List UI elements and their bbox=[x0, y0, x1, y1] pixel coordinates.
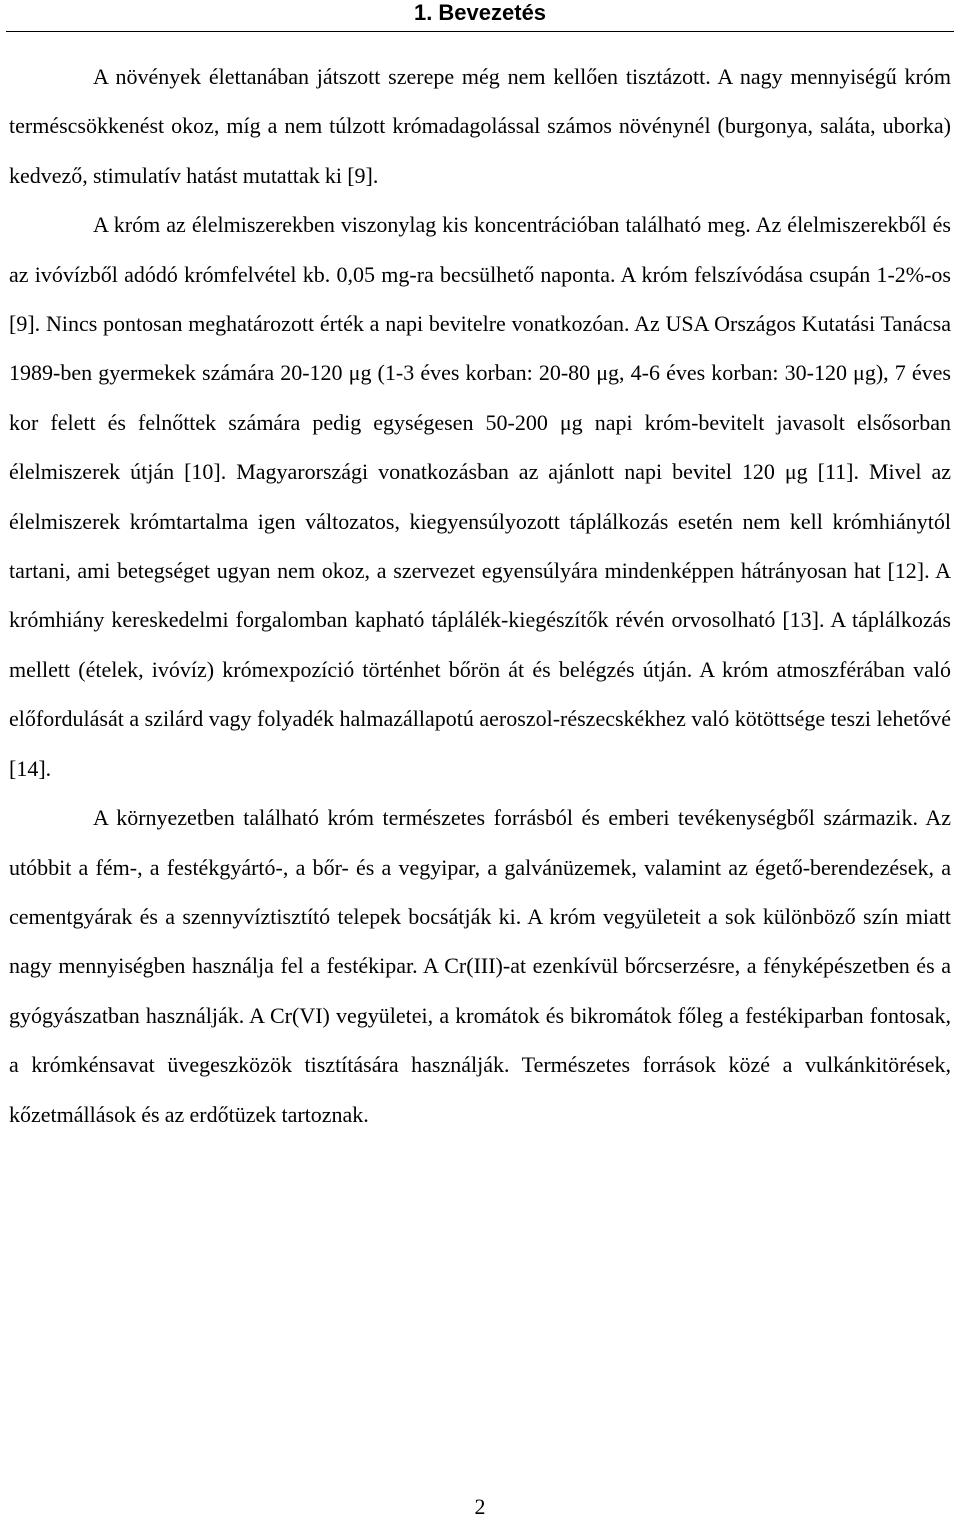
page-number: 2 bbox=[474, 1494, 486, 1519]
document-body bbox=[9, 52, 951, 1139]
section-heading: 1. Bevezetés bbox=[413, 0, 547, 25]
paragraph-plant-physiology: A növények élettanában játszott szerepe még nem kellően tisztázott. A nagy mennyiségű króm terméscsökkenést okoz, míg a nem túlzott krómadagolással számos növénynél (burgonya, saláta, uborka) kedvező, stimulatív hatást mutattak ki [9]. bbox=[9, 64, 951, 188]
paragraph-food-chromium: A króm az élelmiszerekben viszonylag kis koncentrációban található meg. Az élelmiszerekből és az ivóvízből adódó krómfelvétel kb. 0,05 mg-ra becsülhető naponta. A króm felszívódása csupán 1-2%-os [9]. Nincs pontosan meghatározott érték a napi bevitelre vonatkozóan. Az USA Országos Kutatási Tanácsa 1989-ben gyermekek számára 20-120 μg (1-3 éves korban: 20-80 μg, 4-6 éves korban: 30-120 μg), 7 éves kor felett és felnőttek számára pedig egységesen 50-200 μg napi króm-bevitelt javasolt elsősorban élelmiszerek útján [10]. Magyarországi vonatkozásban az ajánlott napi bevitel 120 μg [11]. Mivel az élelmiszerek krómtartalma igen változatos, kiegyensúlyozott táplálkozás esetén nem kell krómhiánytól tartani, ami betegséget ugyan nem okoz, a szervezet egyensúlyára mindenképpen hátrányosan hat [12]. A krómhiány kereskedelmi forgalomban kapható táplálék-kiegészítők révén orvosolható [13]. A táplálkozás mellett (ételek, ivóvíz) krómexpozíció történhet bőrön át és belégzés útján. A króm atmoszférában való előfordulását a szilárd vagy folyadék halmazállapotú aeroszol-részecskékhez való kötöttsége teszi lehetővé [14]. bbox=[9, 212, 951, 781]
header-divider bbox=[6, 31, 954, 32]
paragraph-environmental-sources: A környezetben található króm természetes forrásból és emberi tevékenységből származik. Az utóbbit a fém-, a festékgyártó-, a bőr- és a vegyipar, a galvánüzemek, valamint az égető-berendezések, a cementgyárak és a szennyvíztisztító telepek bocsátják ki. A króm vegyületeit a sok különböző szín miatt nagy mennyiségben használja fel a festékipar. A Cr(III)-at ezenkívül bőrcserzésre, a fényképészetben és a gyógyászatban használják. A Cr(VI) vegyületei, a kromátok és bikromátok főleg a festékiparban fontosak, a krómkénsavat üvegeszközök tisztítására használják. Természetes források közé a vulkánkitörések, kőzetmállások és az erdőtüzek tartoznak. bbox=[9, 805, 951, 1127]
